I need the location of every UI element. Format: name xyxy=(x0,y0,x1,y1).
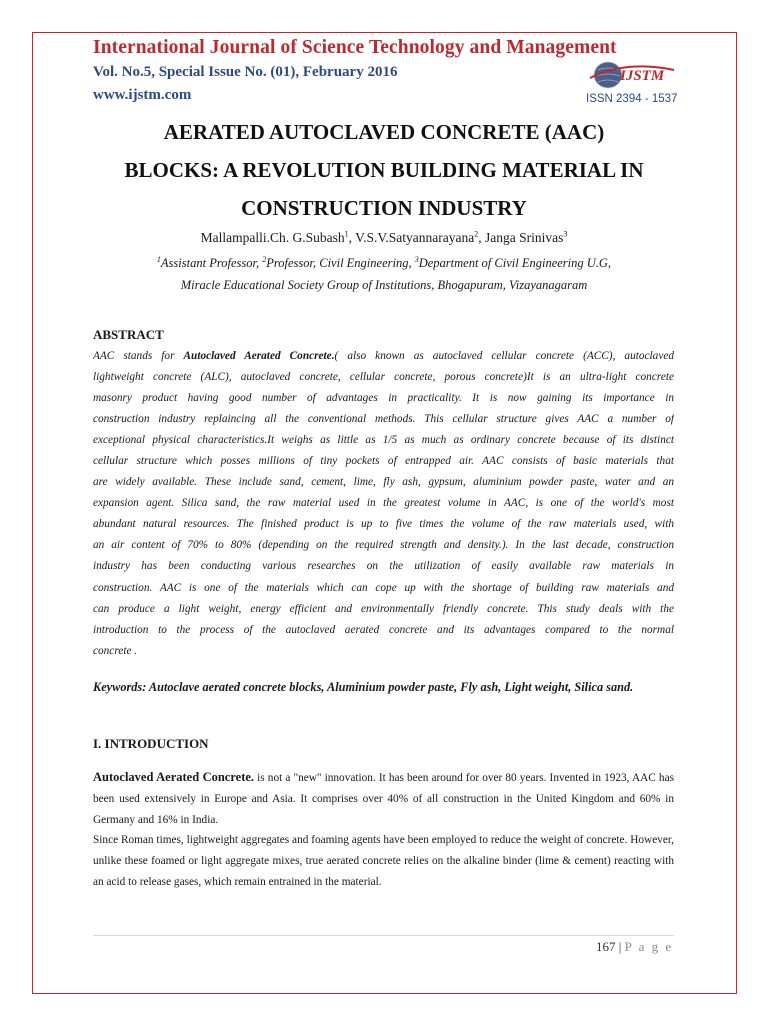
abstract-line: can produce a light weight, energy efficient and environmentally friendly concrete. This study deals with the xyxy=(93,602,674,615)
abstract-heading: ABSTRACT xyxy=(93,327,164,342)
abstract-line: construction. AAC is one of the materials which can cope up with the shortage of building raw materials and xyxy=(93,581,674,594)
affiliation-line-1: $^1$Assistant Professor, $^2$Professor, Civil Engineering, $^3$Department of Civil Engineering U.G, xyxy=(156,254,612,270)
abstract-line: introduction to the process of the autoclaved aerated concrete and its advantages compared to the normal xyxy=(93,623,674,636)
abstract-body xyxy=(93,346,674,662)
journal-url[interactable]: www.ijstm.com xyxy=(93,87,192,103)
issn: ISSN 2394 - 1537 xyxy=(586,93,678,105)
author-name: V.S.V.Satyannarayana xyxy=(355,230,475,245)
intro-lead-term: Autoclaved Aerated Concrete. xyxy=(93,770,255,784)
abstract-line: exceptional physical characteristics.It weighs as little as 1/5 as much as ordinary concrete because of its distinct xyxy=(93,434,674,447)
abstract-line: masonry product having good number of advantages in practicality. It is now gaining its importance in xyxy=(93,392,674,405)
keywords: Keywords: Autoclave aerated concrete blocks, Aluminium powder paste, Fly ash, Light weight, Silica sand. xyxy=(93,680,634,694)
abstract-line: concrete . xyxy=(93,644,138,657)
abstract-line: are widely available. These include sand, cement, lime, fly ash, gypsum, aluminium powder paste, water and an xyxy=(93,476,674,489)
abstract-line: industry has been conducting various researches on the utilization of easily available raw materials in xyxy=(93,560,674,573)
paper-title-line-1: AERATED AUTOCLAVED CONCRETE (AAC) xyxy=(163,120,605,144)
author-name: Janga Srinivas xyxy=(485,230,564,245)
introduction-heading: I. INTRODUCTION xyxy=(93,736,209,751)
footer-divider xyxy=(93,935,674,936)
affiliation-line-2: Miracle Educational Society Group of Institutions, Bhogapuram, Vizayanagaram xyxy=(180,278,588,292)
svg-text:IJSTM: IJSTM xyxy=(620,68,665,84)
introduction-paragraph-2: Since Roman times, lightweight aggregates and foaming agents have been employed to reduce the weight of concrete. However, unlike these foamed or light aggregate mixes, true aerated concrete relies on the alkaline binder (lime & cement) reacting with an acid to release gases, which remain entrained in the material. xyxy=(93,834,674,889)
paper-title-line-2: BLOCKS: A REVOLUTION BUILDING MATERIAL IN xyxy=(124,158,644,182)
page-number: 167 | P a g e xyxy=(596,939,674,954)
abstract-line: lightweight concrete (ALC), autoclaved concrete, cellular concrete, porous concrete)It is an ultra-light concrete xyxy=(93,371,674,384)
abstract-line: expansion agent. Silica sand, the raw material used in the greatest volume in AAC, is one of the world's most xyxy=(93,497,674,510)
abstract-line: an air content of 70% to 80% (depending on the required strength and density.). In the last decade, construction xyxy=(93,539,674,552)
author-list: Mallampalli.Ch. G.Subash$^1$, V.S.V.Satyannarayana$^2$, Janga Srinivas$^3$ xyxy=(200,229,568,245)
journal-volume: Vol. No.5, Special Issue No. (01), February 2016 xyxy=(93,64,398,80)
author-name: Mallampalli.Ch. G.Subash xyxy=(200,230,345,245)
journal-logo xyxy=(586,56,678,92)
introduction-paragraph-1: Autoclaved Aerated Concrete. is not a "new" innovation. It has been around for over 80 years. Invented in 1923, AAC has been used extensively in Europe and Asia. It comprises over 40% of all construction in the United Kingdom and 60% in Germany and 16% in India. xyxy=(93,770,674,827)
abstract-line: construction industry replaincing all the conventional methods. This cellular structure gives AAC a number of xyxy=(93,413,674,426)
abstract-line: cellular structure which posses millions of tiny pockets of entrapped air. AAC consists of basic materials that xyxy=(93,455,674,468)
paper-title-line-3: CONSTRUCTION INDUSTRY xyxy=(241,196,527,220)
abstract-line: abundant natural resources. The finished product is up to five times the volume of the raw materials used, with xyxy=(93,518,674,531)
abstract-line: AAC stands for Autoclaved Aerated Concrete.( also known as autoclaved cellular concrete (ACC), autoclaved xyxy=(93,350,674,362)
journal-title: International Journal of Science Technology and Management xyxy=(93,37,617,58)
